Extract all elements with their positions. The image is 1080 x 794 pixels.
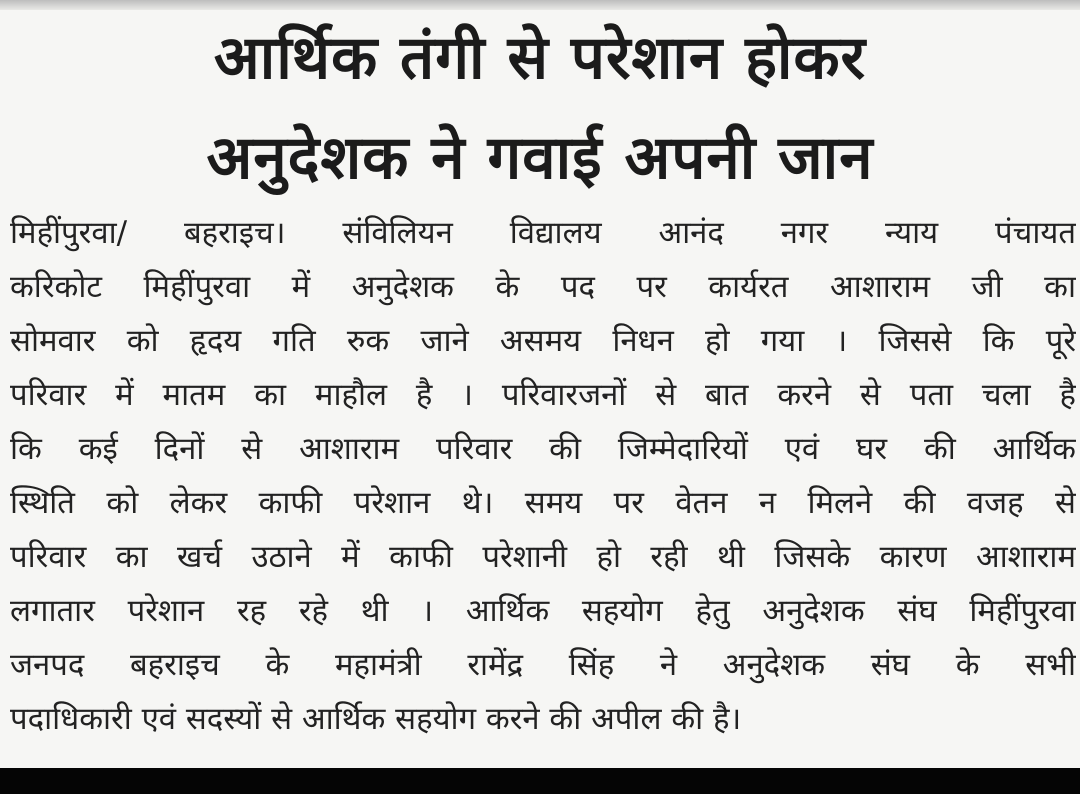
body-line-9: जनपद बहराइच के महामंत्री रामेंद्र सिंह ने अनुदेशक संघ के सभी — [10, 647, 1076, 683]
body-line-6: स्थिति को लेकर काफी परेशान थे। समय पर वेतन न मिलने की वजह से — [10, 485, 1076, 521]
body-line-10: पदाधिकारी एवं सदस्यों से आर्थिक सहयोग करने की अपील की है। — [10, 701, 742, 737]
bottom-band — [0, 768, 1080, 794]
body-line-4: परिवार में मातम का माहौल है । परिवारजनों से बात करने से पता चला है — [10, 377, 1076, 413]
body-line-7: परिवार का खर्च उठाने में काफी परेशानी हो रही थी जिसके कारण आशाराम — [10, 539, 1076, 575]
article-body — [10, 206, 1076, 746]
headline-line-1: आर्थिक तंगी से परेशान होकर — [213, 23, 867, 93]
body-line-8: लगातार परेशान रह रहे थी । आर्थिक सहयोग हेतु अनुदेशक संघ मिहींपुरवा — [10, 593, 1076, 629]
body-line-3: सोमवार को हृदय गति रुक जाने असमय निधन हो गया । जिससे कि पूरे — [10, 323, 1076, 359]
body-line-5: कि कई दिनों से आशाराम परिवार की जिम्मेदारियों एवं घर की आर्थिक — [10, 431, 1076, 467]
top-border — [0, 0, 1080, 10]
headline-line-2: अनुदेशक ने गवाई अपनी जान — [206, 123, 874, 193]
body-line-2: करिकोट मिहींपुरवा में अनुदेशक के पद पर कार्यरत आशाराम जी का — [10, 269, 1076, 305]
body-line-1: मिहींपुरवा/ बहराइच। संविलियन विद्यालय आनंद नगर न्याय पंचायत — [10, 215, 1076, 251]
